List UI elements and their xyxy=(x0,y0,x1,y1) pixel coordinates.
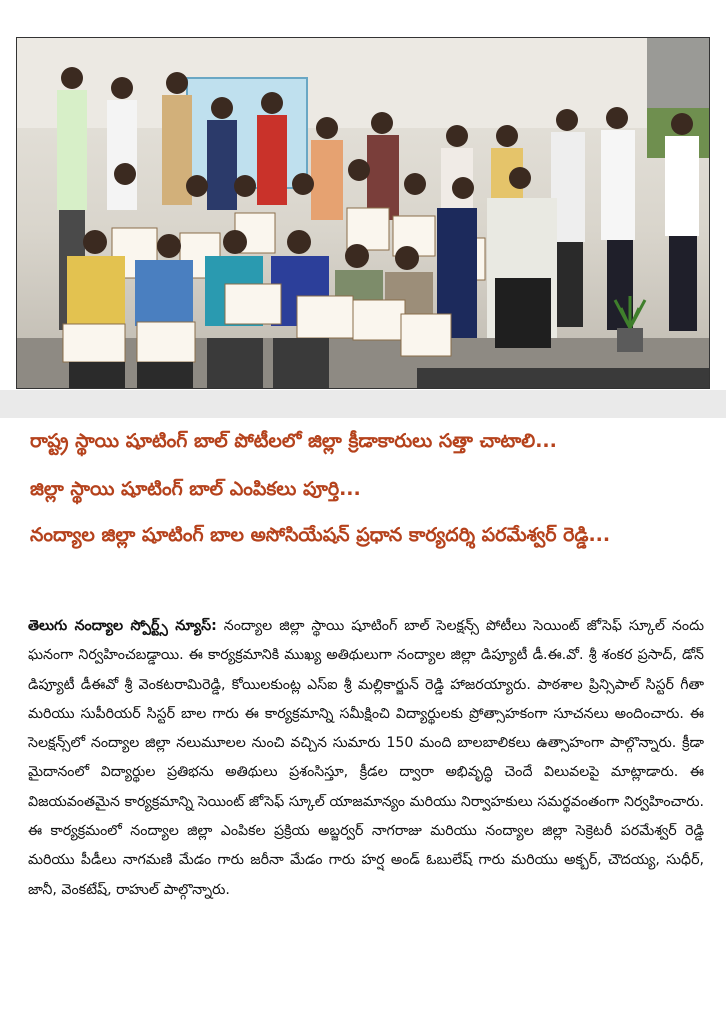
article-lead: తెలుగు నంద్యాల స్పోర్ట్స్ న్యూస్: xyxy=(28,618,217,634)
article-text: నంద్యాల జిల్లా స్థాయి షూటింగ్ బాల్ సెలక్షన్స్ పోటీలు సెయింట్ జోసెఫ్ స్కూల్ నందు ఘనంగా నిర్వహించబడ్డాయి. ఈ కార్యక్రమానికి ముఖ్య అతిథులుగా నంద్యాల జిల్లా డిప్యూటీ డీ.ఈ.వో. శ్రీ శంకర ప్రసాద్, డోన్ డిప్యూటీ డీఈవో శ్రీ వెంకటరామిరెడ్డి, కోయిలకుంట్ల ఎస్ఐ శ్రీ మల్లికార్జున్ రెడ్డి హాజరయ్యారు. పాఠశాల ప్రిన్సిపాల్ సిస్టర్ గీతా మరియు సుపీరియర్ సిస్టర్ బాల గారు ఈ కార్యక్రమాన్ని సమీక్షించి విద్యార్థులకు ప్రోత్సాహకంగా సూచనలు అందించారు. ఈ సెలక్షన్స్‌లో నంద్యాల జిల్లా నలుమూలల నుంచి వచ్చిన సుమారు 150 మంది బాలబాలికలు ఉత్సాహంగా పాల్గొన్నారు. క్రీడా మైదానంలో విద్యార్థుల ప్రతిభను అతిథులు ప్రశంసిస్తూ, క్రీడల ద్వారా అభివృద్ధి చెందే విలువలపై మాట్లాడారు. ఈ విజయవంతమైన కార్యక్రమాన్ని సెయింట్ జోసెఫ్ స్కూల్ యాజమాన్యం మరియు నిర్వాహకులు సమర్థవంతంగా నిర్వహించారు. ఈ కార్యక్రమంలో నంద్యాల జిల్లా ఎంపికల ప్రక్రియ అబ్జర్వర్ నాగరాజు మరియు నంద్యాల జిల్లా సెక్రెటరీ పరమేశ్వర్ రెడ్డి మరియు పీడీలు నాగమణి మేడం గారు జరీనా మేడం గారు హర్ష అండ్ ఓబులేష్ గారు మరియు అక్బర్, చౌదయ్య, సుధీర్, జానీ, వెంకటేష్, రాహుల్ పాల్గొన్నారు. xyxy=(28,618,704,898)
headline-1: రాష్ట్ర స్థాయి షూటింగ్ బాల్ పోటీలలో జిల్లా క్రీడాకారులు సత్తా చాటాలి... xyxy=(30,430,557,452)
headline-3: నంద్యాల జిల్లా షూటింగ్ బాల అసోసియేషన్ ప్రధాన కార్యదర్శి పరమేశ్వర్ రెడ్డి... xyxy=(30,524,611,546)
article-body xyxy=(28,612,704,905)
group-photo xyxy=(16,37,710,389)
headline-block xyxy=(0,418,726,586)
group-photo-illustration xyxy=(17,38,709,388)
headline-2: జిల్లా స్థాయి షూటింగ్ బాల్ ఎంపికలు పూర్తి... xyxy=(30,478,361,500)
separator-band xyxy=(0,390,726,418)
